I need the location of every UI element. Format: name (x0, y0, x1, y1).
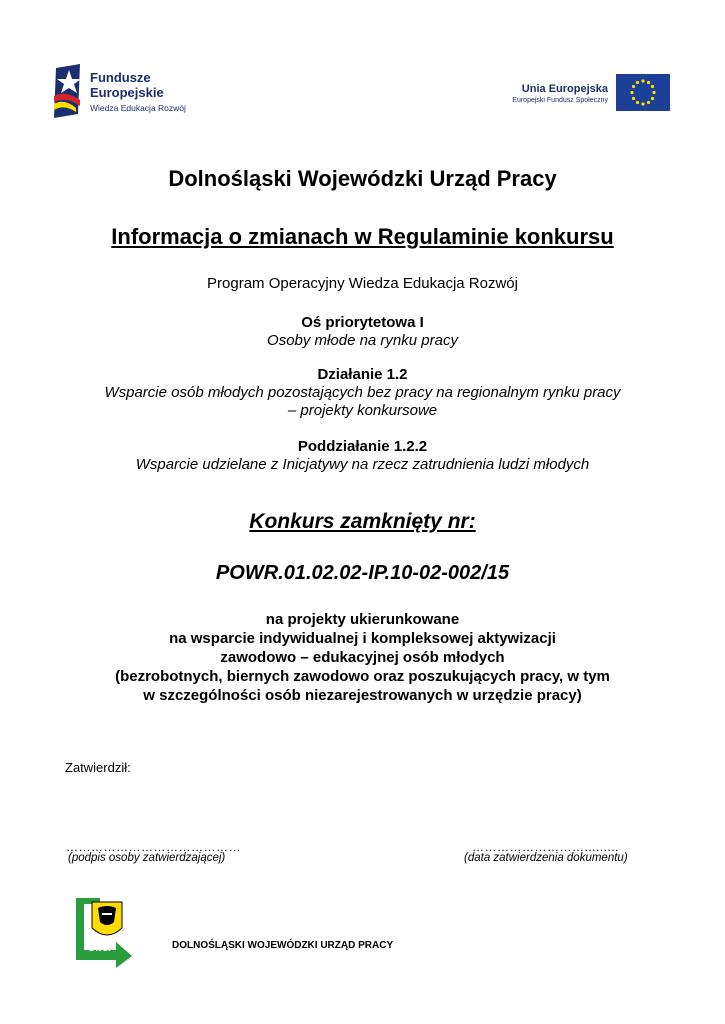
section-line: Wsparcie osób młodych pozostających bez pracy na regionalnym rynku pracy (104, 384, 621, 401)
dwup-label: DWUP (89, 944, 114, 953)
section-heading: Poddziałanie 1.2.2 (297, 438, 428, 455)
fe-line1: Fundusze (90, 70, 151, 85)
section-line: – projekty konkursowe (287, 402, 438, 419)
section-submeasure (0, 438, 725, 474)
dwup-logo (72, 894, 136, 968)
section-heading: Działanie 1.2 (317, 366, 408, 383)
description-line: (bezrobotnych, biernych zawodowo oraz poszukujących pracy, w tym (115, 668, 610, 685)
section-heading: Oś priorytetowa I (301, 314, 424, 331)
ue-line2: Europejski Fundusz Społeczny (512, 97, 608, 104)
fe-star-icon (50, 62, 86, 120)
program-name: Program Operacyjny Wiedza Edukacja Rozwój (207, 275, 518, 292)
section-line: Wsparcie udzielane z Inicjatywy na rzecz zatrudnienia ludzi młodych (135, 456, 590, 473)
ue-line1: Unia Europejska (521, 83, 608, 95)
date-caption: (data zatwierdzenia dokumentu) (464, 852, 628, 864)
konkurs-description (0, 610, 725, 705)
section-measure (0, 366, 725, 420)
description-line: w szczególności osób niezarejestrowanych w urzędzie pracy) (143, 687, 582, 704)
date-dots: ………………………......... (472, 840, 620, 854)
fundusze-europejskie-logo (50, 62, 210, 122)
info-title: Informacja o zmianach w Regulaminie konkursu (111, 224, 614, 249)
description-line: na projekty ukierunkowane (265, 611, 460, 628)
description-line: zawodowo – edukacyjnej osób młodych (220, 649, 505, 666)
description-line: na wsparcie indywidualnej i kompleksowej aktywizacji (169, 630, 556, 647)
fe-line2: Europejskie (90, 85, 164, 100)
office-title: Dolnośląski Wojewódzki Urząd Pracy (168, 166, 557, 191)
konkurs-label: Konkurs zamknięty nr: (249, 510, 476, 533)
approval-label: Zatwierdził: (65, 760, 131, 775)
konkurs-number: POWR.01.02.02-IP.10-02-002/15 (215, 562, 510, 584)
fe-line3: Wiedza Edukacja Rozwój (90, 103, 186, 113)
section-line: Osoby młode na rynku pracy (267, 332, 458, 349)
eu-flag-icon (616, 74, 670, 111)
unia-europejska-logo (488, 74, 670, 114)
signature-dots: …………………………………… (66, 840, 241, 854)
dwup-eagle-icon (72, 894, 136, 968)
section-priority-axis (0, 314, 725, 350)
footer-office-name: DOLNOŚLĄSKI WOJEWÓDZKI URZĄD PRACY (172, 940, 394, 951)
signature-caption: (podpis osoby zatwierdzającej) (68, 852, 226, 864)
